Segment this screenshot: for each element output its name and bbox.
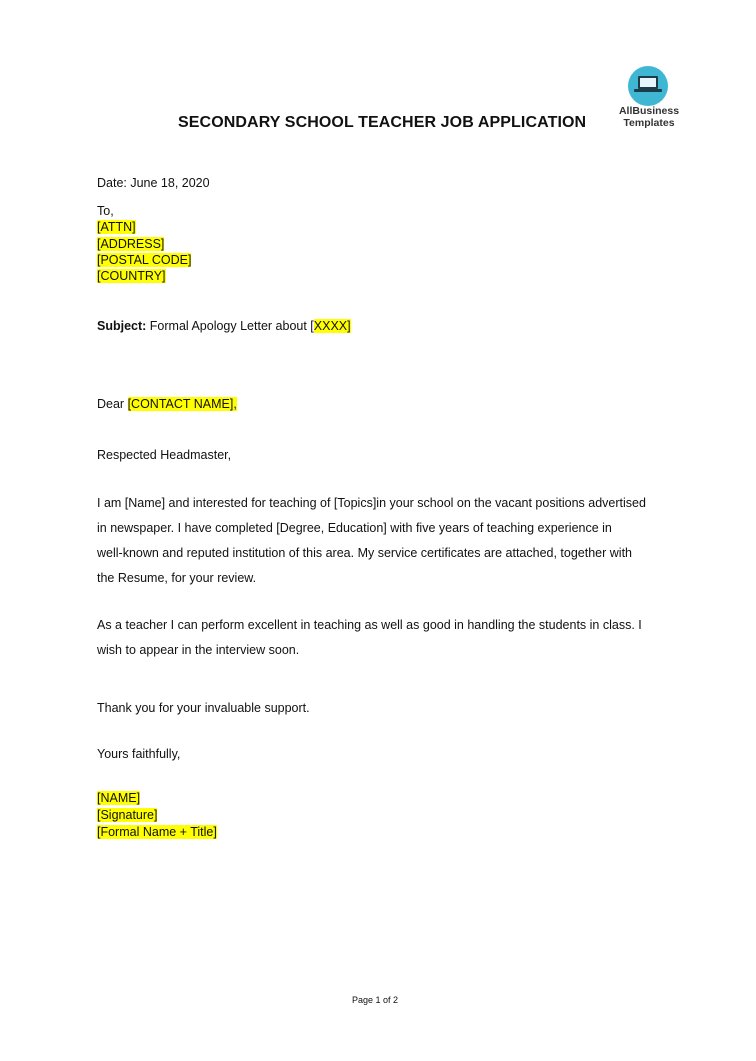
- recipient-attn: [ATTN]: [97, 220, 136, 234]
- thanks-line: Thank you for your invaluable support.: [97, 701, 310, 715]
- paragraph-1-line: well-known and reputed institution of this area. My service certificates are attached, together with: [97, 546, 632, 560]
- signature-formal: [Formal Name + Title]: [97, 825, 217, 839]
- recipient-postal-code: [POSTAL CODE]: [97, 253, 192, 267]
- subject-text: Formal Apology Letter about [: [146, 319, 314, 333]
- greeting: Respected Headmaster,: [97, 448, 232, 462]
- logo-line-2: Templates: [623, 116, 675, 129]
- paragraph-2-line: As a teacher I can perform excellent in teaching as well as good in handling the students in class. I: [97, 618, 642, 632]
- signature-name: [NAME]: [97, 791, 141, 805]
- closing-line: Yours faithfully,: [97, 747, 181, 761]
- laptop-base-icon: [634, 89, 662, 92]
- document-title: SECONDARY SCHOOL TEACHER JOB APPLICATION: [178, 114, 587, 131]
- paragraph-2-line: wish to appear in the interview soon.: [97, 643, 300, 657]
- paragraph-1-line: I am [Name] and interested for teaching of [Topics]in your school on the vacant positions advertised: [97, 496, 646, 510]
- logo-line-1: AllBusiness: [618, 105, 680, 117]
- paragraph-1-line: the Resume, for your review.: [97, 571, 257, 585]
- recipient-to: To,: [97, 204, 114, 218]
- paragraph-1-line: in newspaper. I have completed [Degree, Education] with five years of teaching experience in: [97, 521, 612, 535]
- salutation-dear: Dear: [97, 397, 128, 411]
- salutation: [97, 397, 237, 411]
- page-footer: Page 1 of 2: [352, 995, 399, 1005]
- recipient-country: [COUNTRY]: [97, 269, 166, 283]
- recipient-address: [ADDRESS]: [97, 237, 165, 251]
- laptop-icon: [638, 76, 658, 89]
- signature-signature: [Signature]: [97, 808, 158, 822]
- subject-placeholder: XXXX]: [313, 319, 351, 333]
- logo-circle: [628, 66, 668, 106]
- date-line: Date: June 18, 2020: [97, 176, 210, 190]
- subject-line: [97, 319, 351, 333]
- subject-label: Subject:: [97, 319, 147, 333]
- logo-text: [616, 106, 682, 129]
- salutation-contact: [CONTACT NAME],: [127, 397, 237, 411]
